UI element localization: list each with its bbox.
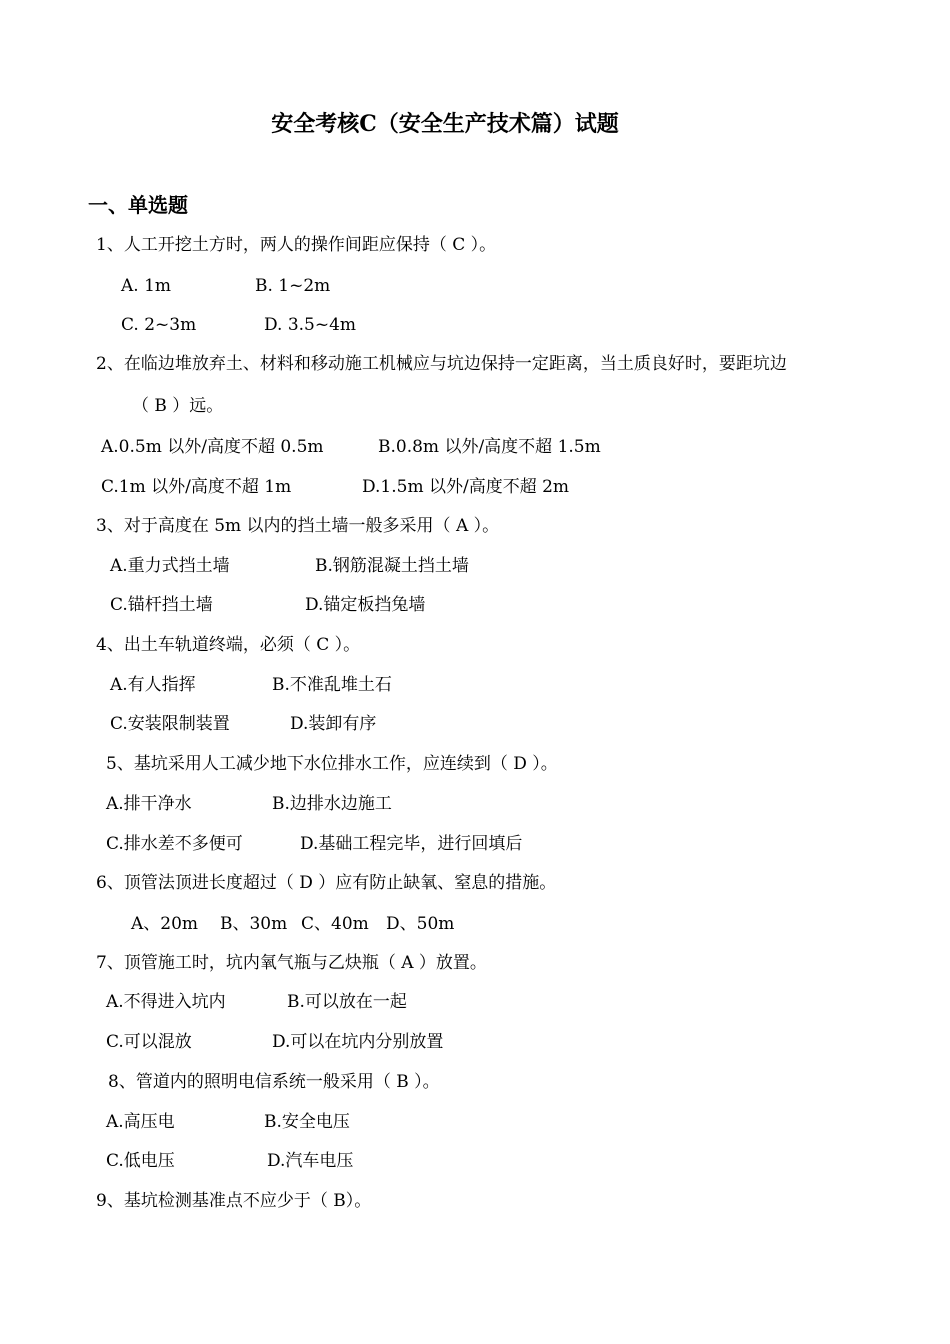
question-1-stem: 1、人工开挖土方时，两人的操作间距应保持（ C ）。 [96, 235, 497, 255]
question-8-option-b: B.安全电压 [264, 1112, 350, 1132]
question-3-stem: 3、对于高度在 5m 以内的挡土墙一般多采用（ A ）。 [96, 516, 500, 536]
question-2-option-d: D.1.5m 以外/高度不超 2m [362, 477, 570, 497]
question-2-stem: 2、在临边堆放弃土、材料和移动施工机械应与坑边保持一定距离，当土质良好时，要距坑边 [96, 354, 787, 374]
question-3-option-c: C.锚杆挡土墙 [110, 595, 213, 615]
question-2-option-c: C.1m 以外/高度不超 1m [101, 477, 292, 497]
question-7-option-b: B.可以放在一起 [287, 992, 407, 1012]
question-6-stem: 6、顶管法顶进长度超过（ D ）应有防止缺氧、窒息的措施。 [96, 873, 557, 893]
question-3-option-b: B.钢筋混凝土挡土墙 [315, 556, 469, 576]
question-2-stem-cont: （ B ）远。 [132, 396, 224, 416]
document-title: 安全考核C（安全生产技术篇）试题 [271, 111, 619, 137]
question-8-option-a: A.高压电 [106, 1112, 175, 1132]
question-4-option-c: C.安装限制装置 [110, 714, 230, 734]
question-3-option-a: A.重力式挡土墙 [110, 556, 230, 576]
question-6-option-b: B、30m [220, 914, 288, 934]
question-4-option-b: B.不准乱堆土石 [272, 675, 392, 695]
question-5-stem: 5、基坑采用人工减少地下水位排水工作，应连续到（ D ）。 [106, 754, 558, 774]
question-3-option-d: D.锚定板挡兔墙 [305, 595, 426, 615]
section-heading: 一、单选题 [88, 193, 188, 217]
question-7-stem: 7、顶管施工时，坑内氧气瓶与乙炔瓶（ A ）放置。 [96, 953, 487, 973]
question-1-option-b: B. 1~2m [255, 276, 331, 296]
question-1-option-d: D. 3.5~4m [264, 315, 357, 335]
question-2-option-a: A.0.5m 以外/高度不超 0.5m [101, 437, 324, 457]
question-1-option-a: A. 1m [121, 276, 172, 296]
question-6-option-c: C、40m [301, 914, 369, 934]
question-7-option-d: D.可以在坑内分别放置 [272, 1032, 444, 1052]
question-8-option-c: C.低电压 [106, 1151, 175, 1171]
question-8-stem: 8、管道内的照明电信系统一般采用（ B ）。 [108, 1072, 440, 1092]
question-5-option-b: B.边排水边施工 [272, 794, 392, 814]
question-8-option-d: D.汽车电压 [267, 1151, 354, 1171]
question-5-option-c: C.排水差不多便可 [106, 834, 243, 854]
question-5-option-d: D.基础工程完毕，进行回填后 [300, 834, 523, 854]
question-7-option-c: C.可以混放 [106, 1032, 192, 1052]
question-4-option-a: A.有人指挥 [110, 675, 196, 695]
question-4-option-d: D.装卸有序 [290, 714, 377, 734]
question-4-stem: 4、出土车轨道终端，必须（ C ）。 [96, 635, 361, 655]
question-7-option-a: A.不得进入坑内 [106, 992, 226, 1012]
question-1-option-c: C. 2~3m [121, 315, 197, 335]
question-5-option-a: A.排干净水 [106, 794, 192, 814]
question-2-option-b: B.0.8m 以外/高度不超 1.5m [378, 437, 601, 457]
question-9-stem: 9、基坑检测基准点不应少于（ B）。 [96, 1191, 372, 1211]
question-6-option-a: A、20m [131, 914, 199, 934]
question-6-option-d: D、50m [386, 914, 455, 934]
